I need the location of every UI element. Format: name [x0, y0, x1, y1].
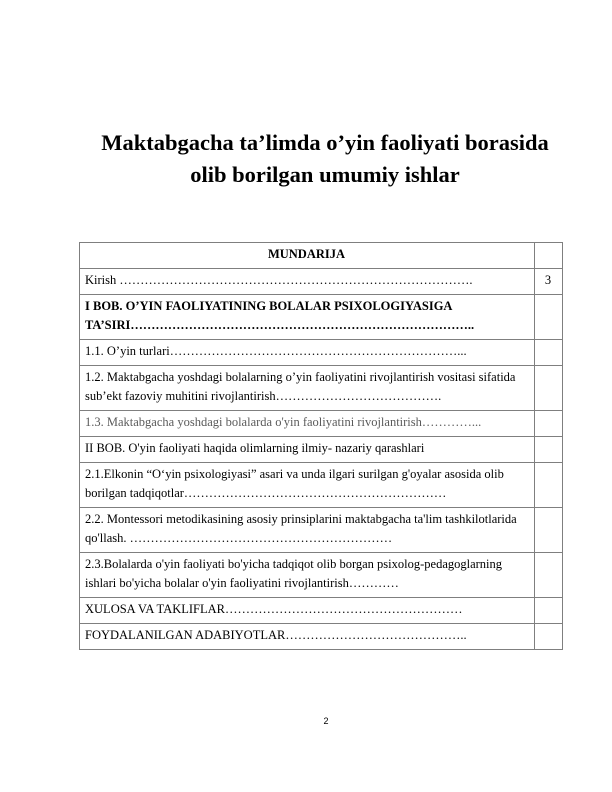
toc-page-number: [535, 295, 563, 340]
toc-page-number: [535, 508, 563, 553]
toc-row: [80, 411, 563, 437]
document-title-line-2: olib borilgan umumiy ishlar: [190, 162, 460, 187]
toc-row: [80, 269, 563, 295]
toc-entry-1-2: 1.2. Maktabgacha yoshdagi bolalarning o’yin faoliyatini rivojlantirish vositasi sifatida sub’ekt fazoviy muhitini rivojlantirish………………………………….: [80, 366, 535, 411]
page-number: 2: [323, 716, 329, 726]
toc-page-number: [535, 463, 563, 508]
toc-row: [80, 598, 563, 624]
toc-row: [80, 624, 563, 650]
toc-header-row: [80, 243, 563, 269]
toc-entry-1-1: 1.1. O’yin turlari……………………………………………………………...: [80, 340, 535, 366]
toc-page-number: [535, 340, 563, 366]
toc-page-number: 3: [535, 269, 563, 295]
toc-entry-chapter-1: I BOB. O’YIN FAOLIYATINING BOLALAR PSIXOLOGIYASIGA TA’SIRI………………………………………………………………………..: [80, 295, 535, 340]
toc-row: [80, 508, 563, 553]
toc-row: [80, 437, 563, 463]
toc-page-number: [535, 437, 563, 463]
toc-entry-bibliography: FOYDALANILGAN ADABIYOTLAR……………………………………..: [80, 624, 535, 650]
toc-entry-conclusion: XULOSA VA TAKLIFLAR…………………………………………………: [80, 598, 535, 624]
toc-entry-2-3: 2.3.Bolalarda o'yin faoliyati bo'yicha tadqiqot olib borgan psixolog-pedagoglarning ishlari bo'yicha bolalar o'yin faoliyatini rivojlantirish…………: [80, 553, 535, 598]
table-of-contents: [79, 242, 563, 650]
toc-entry-intro: Kirish ………………………………………………………………………….: [80, 269, 535, 295]
toc-entry-1-3: 1.3. Maktabgacha yoshdagi bolalarda o'yin faoliyatini rivojlantirish…………...: [80, 411, 535, 437]
toc-page-number: [535, 366, 563, 411]
toc-header-page-cell: [535, 243, 563, 269]
toc-page-number: [535, 598, 563, 624]
toc-entry-chapter-2: II BOB. O'yin faoliyati haqida olimlarning ilmiy- nazariy qarashlari: [80, 437, 535, 463]
document-title-line-1: Maktabgacha ta’limda o’yin faoliyati borasida: [101, 130, 549, 155]
toc-page-number: [535, 553, 563, 598]
toc-entry-2-1: 2.1.Elkonin “O‘yin psixologiyasi” asari va unda ilgari surilgan g'oyalar asosida olib borilgan tadqiqotlar………………………………………………………: [80, 463, 535, 508]
document-title: [70, 127, 580, 191]
toc-page-number: [535, 411, 563, 437]
toc-row: [80, 553, 563, 598]
toc-row: [80, 340, 563, 366]
toc-header: MUNDARIJA: [80, 243, 535, 269]
toc-row: [80, 366, 563, 411]
toc-page-number: [535, 624, 563, 650]
toc-entry-2-2: 2.2. Montessori metodikasining asosiy prinsiplarini maktabgacha ta'lim tashkilotlarida qo'llash. ………………………………………………………: [80, 508, 535, 553]
toc-row: [80, 295, 563, 340]
toc-row: [80, 463, 563, 508]
